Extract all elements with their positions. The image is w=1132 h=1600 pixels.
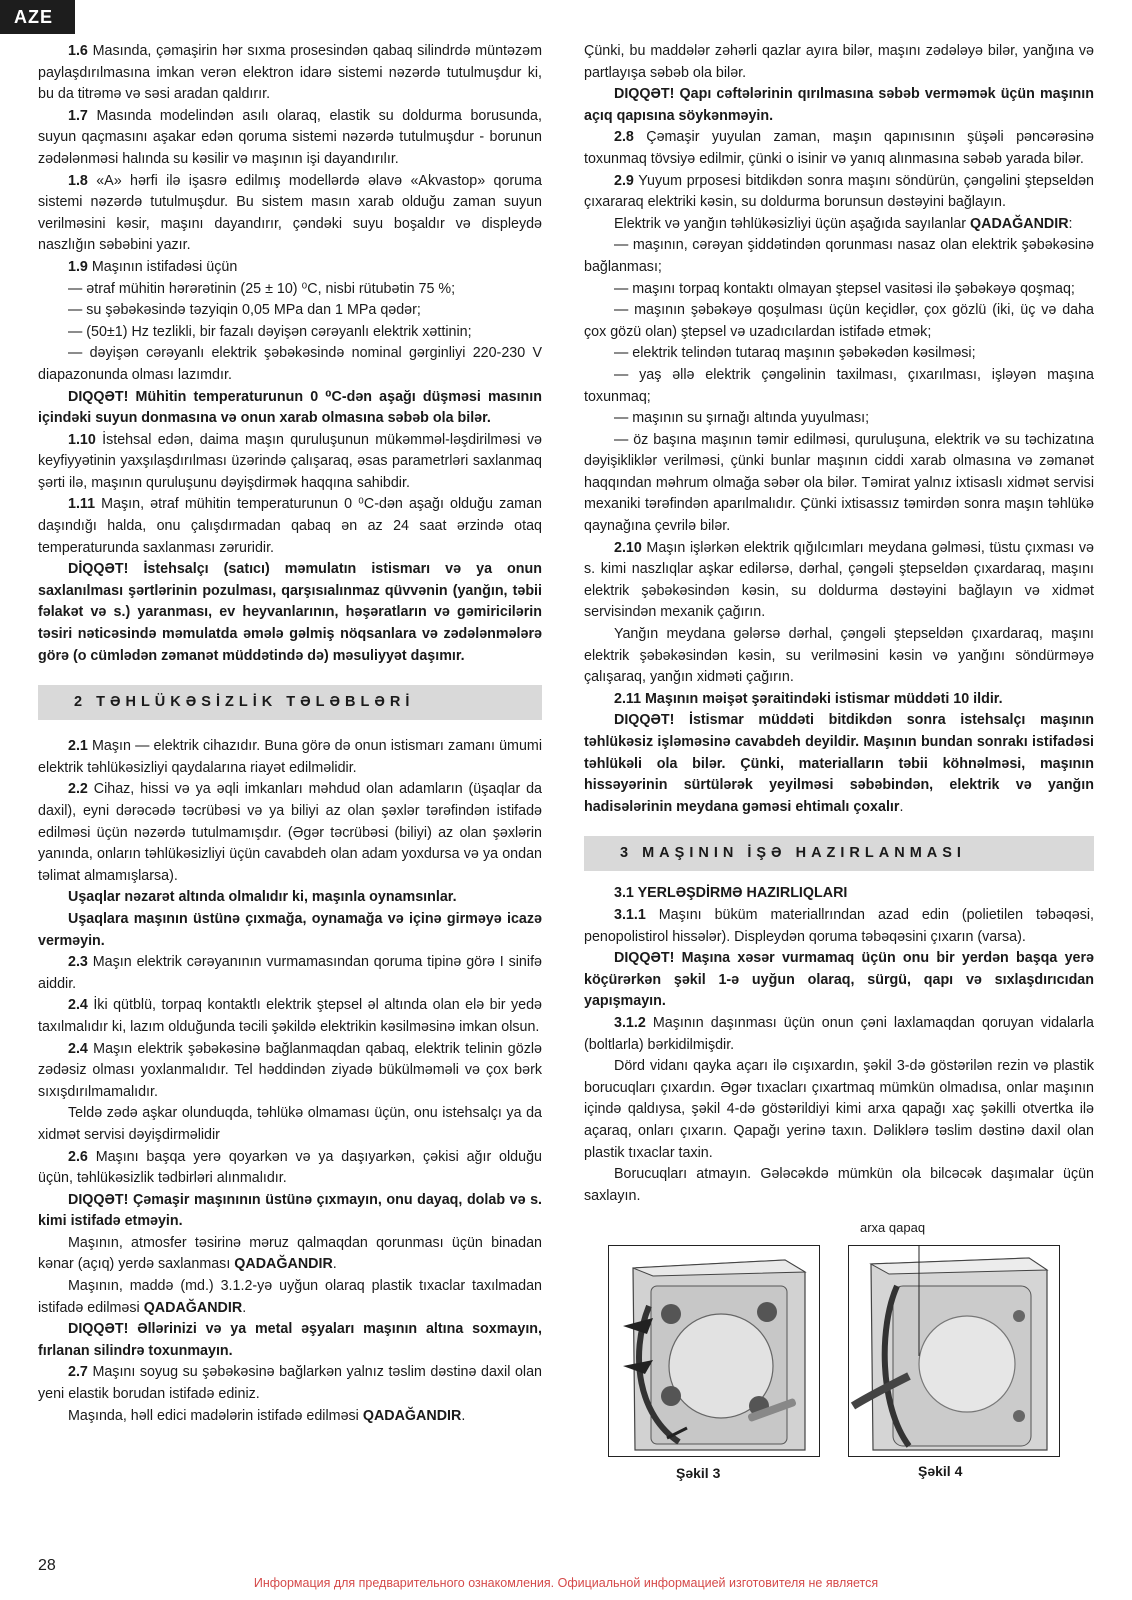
list-item: — elektrik telindən tutaraq maşının şəbəkədən kəsilməsi; [614,345,976,362]
paragraph: 3.1.1 Maşını büküm materiallrından azad edin (polietilen təbəqəsi, penopolistirol hissələr). Displeydən qoruma təbəqəsini çıxarın (varsa). [584,906,1094,945]
list-item: — maşının su şırnağı altında yuyulması; [614,410,870,427]
page-number: 28 [38,1557,56,1574]
language-tab: AZE [0,0,75,34]
warning-text: DIQQƏT! Çəmaşir maşınının üstünə çıxmayın, onu dayaq, dolab və s. kimi istifadə etməyin. [38,1191,542,1230]
list-item: — su şəbəkəsində təzyiqin 0,05 MPa dan 1 MPa qədər; [68,302,421,319]
figure-4-caption: Şəkil 4 [918,1463,963,1480]
paragraph: 3.1.2 Maşının daşınması üçün onun çəni laxlamaqdan qoruyan vidalarla (boltlarla) bərkidilmişdir. [584,1014,1094,1053]
paragraph: 2.2 Cihaz, hissi və ya əqli imkanları məhdud olan adamların (üşaqlar da daxil), eyni dərəcədə təcrübəsi və ya biliyi az olan şəxlər tərəfindən istifadə edilməsi üçün nəzərdə tutulmamışdır. (Əgər təcrübəsi (biliyi) az olan şəxlərin yanında, onların təhlükəsizliyi üçün cavabdeh olan adam yoxdursa və ya ondan təlimat almamışlarsa). [38,781,542,884]
warning-text: DIQQƏT! Maşına xəsər vurmamaq üçün onu bir yerdən başqa yerə köçürərkən şəkil 1-ə uyğun olaraq, sürgü, qapı və sıxlaşdırıcıdan yapışmayın. [584,950,1094,1010]
paragraph: Yanğın meydana gələrsə dərhal, çəngəli ştepseldən çıxardaraq, maşını elektrik şəbəkəsindən kəsin, su verilməsini kəsin və yanğını söndürməyə çalışaraq, yanğın xidməti çağırın. [584,626,1094,686]
paragraph: Maşının, maddə (md.) 3.1.2-yə uyğun olaraq plastik tıxaclar taxılmadan istifadə edilməsi QADAĞANDIR. [38,1278,542,1316]
warning-text: DIQQƏT! İstismar müddəti bitdikdən sonra istehsalçı maşının təhlükəsiz işləməsinə cavabdeh deyildir. Maşının bundan sonrakı istifadəsi təhlükəli ola bilər. Çünki, materialların təbii köhnəlməsi, maşının hissəyərinin sürtülərək yeyilməsi səbəbindən, elektrik və yanğın hadisələrinin meydana gəməsi ehtimalı çoxalır. [584,712,1094,815]
paragraph: 1.10 İstehsal edən, daima maşın quruluşunun mükəmməl-ləşdirilməsi və keyfiyyətinin yaxşılaşdırılması üzərində çalışaraq, əsas parametrləri saxlanmaq şərti ilə, maşının quruluşunu dəyişdirmək haqqına sahibdir. [38,431,542,491]
paragraph: Dörd vidanı qayka açarı ilə cışıxardın, şəkil 3-də göstərilən rezin və plastik borucuqları çıxardın. Əgər tıxacları çıxartmaq mümkün olmadısa, onlar maşının içində qaldıysa, şəkil 4-də göstərildiyi kimi arxa qapağı xaç şəkilli otvertka ilə açaraq, onları çıxarın. Qapağı yerinə taxın. Dəliklərə təslim dəstinə daxil olan plastik tıxaclar taxin. [584,1058,1094,1161]
washing-machine-back-illustration [609,1246,819,1456]
paragraph: 2.1 Maşın — elektrik cihazıdır. Buna görə də onun istismarı zamanı ümumi elektrik təhlükəsizliyi qaydalarına riayət edilməlidir. [38,738,542,776]
list-item: — yaş əllə elektrik çəngəlinin taxilması, çıxarılması, işləyən maşına toxunmaq; [584,366,1094,405]
warning-text: DIQQƏT! Mühitin temperaturunun 0 ⁰C-dən aşağı düşməsi masının içindəki suyun donmasına və onun xarab olmasına səbəb ola bilər. [38,388,542,427]
callout-label: arxa qapaq [860,1220,926,1236]
list-item: — dəyişən cərəyanlı elektrik şəbəkəsində nominal gərginliyi 220-230 V diapazonunda olması lazımdır. [38,345,542,383]
paragraph: 2.3 Maşın elektrik cərəyanının vurmamasından qoruma tipinə görə I sinifə aiddir. [38,954,542,992]
paragraph: 2.10 Maşın işlərkən elektrik qığılcımları meydana gəlməsi, tüstu çıxması və s. kimi naszlıqlar aşkar edilərsə, dərhal, çəngəli ştepseldən çıxardaraq, maşını elektrik şəbəkəsindən kəsin, su doldurma dəstəyini bağlayın və xidmət servisindən mexanik çağırın. [584,539,1094,621]
washing-machine-back-cover-illustration [849,1246,1059,1456]
paragraph: Çünki, bu maddələr zəhərli qazlar ayıra bilər, maşını zədələyə bilər, yanğına və partlayışa səbəb ola bilər. [584,43,1094,81]
footer-disclaimer: Информация для предварительного ознакомления. Официальной информацией изготовителя не является [253,1576,879,1590]
figures [584,1213,1094,1513]
warning-text: DIQQƏT! Əllərinizi və ya metal əşyaları maşının altına soxmayın, fırlanan silindrə toxunmayın. [38,1321,542,1359]
left-column [38,41,542,1427]
bold-note: Uşaqlar nəzarət altında olmalıdır ki, maşınla oynamsınlar. [68,889,457,906]
list-item: — maşını torpaq kontaktı olmayan ştepsel vasitəsi ilə şəbəkəyə qoşmaq; [614,280,1075,297]
section-header-3: 3 MAŞININ İŞƏ HAZIRLANMASI [584,836,1094,871]
paragraph: 1.6 Masında, çəmaşirin hər sıxma prosesindən qabaq silindrdə müntəzəm paylaşdırılmasına imkan verən elektron idarə sistemi nəzərdə tutulmuşdur ki, bu da titrəmə və səsi aradan qaldırır. [38,43,542,103]
list-item: — öz başına maşının təmir edilməsi, quruluşuna, elektrik və su təchizatına dəyişikliklər verilməsi, çünki bunlar maşının ciddi xarab olmasına və zəmanət haqqından məhrum olmağa səbər ola bilər. Təmirat yalnız ixtisaslı xidmət servisi mexaniki tərəfindən aparılmalıdır. Çünki ixtisassız təmirdən sonra maşın təhlükə qaynağına çevrilə bilər. [584,431,1094,535]
figure-4 [848,1245,1060,1457]
paragraph: 1.7 Masında modelindən asılı olaraq, elastik su doldurma borusunda, suyun qaçmasını aşakar edən qoruma sistemi nəzərdə tutulmuşdur - borunun zədələnməsi halında su kəsilir və maşının işi dayandırılır. [38,107,542,167]
figure-3 [608,1245,820,1457]
paragraph: 2.8 Çəmaşir yuyulan zaman, maşın qapınısının şüşəli pəncərəsinə toxunmaq tövsiyə edilmir, çünki o isinir və yanıq alınmasına səbəb yarada bilər. [584,129,1094,167]
paragraph: 1.11 Maşın, ətraf mühitin temperaturunun 0 ⁰C-dən aşağı olduğu zaman daşındığı halda, onu çalışdırmadan qabaq ən az 24 saat ərzində otaq temperaturunda saxlanması zəruridir. [38,496,542,556]
list-item: — maşının şəbəkəyə qoşulması üçün keçidlər, çox gözlü (iki, üç və daha çox gözü olan) ştepsel və uzadıcılardan istifadə etmək; [584,302,1094,340]
figure-3-caption: Şəkil 3 [676,1465,721,1482]
paragraph: 1.9 Maşının istifadəsi üçün [68,258,238,275]
paragraph: Maşında, həll edici madələrin istifadə edilməsi QADAĞANDIR. [68,1407,466,1424]
paragraph: 2.6 Maşını başqa yerə qoyarkən və ya daşıyarkən, çəkisi ağır olduğu üçün, təhlükəsizlik tədbirləri alınmalıdır. [38,1148,542,1187]
paragraph: Elektrik və yanğın təhlükəsizliyi üçün aşağıda sayılanlar QADAĞANDIR: [614,215,1073,232]
bold-note: 2.11 Maşının məişət şəraitindəki istismar müddəti 10 ildir. [614,690,1003,707]
right-column [584,41,1094,1513]
warning-text: DİQQƏT! İstehsalçı (satıcı) məmulatın istismarı və ya onun saxlanılması şərtlərinin pozulması, qarşısıalınmaz qüvvənin (yanğın, təbii fəlakət və s.) yaranması, ev heyvanlarının, həşəratların və gəmiricilərin təsiri nəticəsində məmulatda əmələ gəlmiş nöqsanlara və zədələnmələrə görə (o cümlədən zəmanət müddətində də) məsuliyyət daşımır. [38,561,542,664]
paragraph: Maşının, atmosfer təsirinə məruz qalmaqdan qorunması üçün binadan kənar (açıq) yerdə saxlanması QADAĞANDIR. [38,1234,542,1273]
paragraph: 1.8 «A» hərfi ilə işasrə edilmış modellərdə əlavə «Akvastop» qoruma sistemi nəzərdə tutulmuşdur. Bu sistem masın xarab olduğu zaman suyun verilməsini kəsir, maşını dayandırır, çəndəki suyu boşaldır və displeydə naszlığın səbəbini yazır. [38,172,542,254]
subsection-title: 3.1 YERLƏŞDİRMƏ HAZIRLIQLARI [614,885,848,902]
paragraph: 2.9 Yuyum prposesi bitdikdən sonra maşını söndürün, çəngəlini ştepseldən çıxararaq elektriki kəsin, su doldurma borunsun dəstəyini bağlayın. [584,172,1094,211]
warning-text: DIQQƏT! Qapı cəftələrinin qırılmasına səbəb verməmək üçün maşının açıq qapısına söykənməyin. [584,86,1094,124]
paragraph: 2.4 Maşın elektrik şəbəkəsinə bağlanmaqdan qabaq, elektrik telinin gözlə zədəsiz olması yoxlanmalıdır. Tel həddindən ziyadə bükülməməli və çox bərk sıxışdırılmamalıdır. [38,1040,542,1100]
paragraph: 2.4 İki qütblü, torpaq kontaktlı elektrik ştepsel əl altında olan elə bir yedə taxılmalıdır ki, lazım olduğunda təcili şəkildə elektrikin kəsilməsinə imkan olsun. [38,997,542,1035]
paragraph: Borucuqları atmayın. Gələcəkdə mümkün ola bilcəcək daşımalar üçün saxlayın. [584,1166,1094,1204]
paragraph: 2.7 Maşını soyug su şəbəkəsinə bağlarkən yalnız təslim dəstinə daxil olan yeni elastik borudan istifadə ediniz. [38,1364,542,1403]
list-item: — ətraf mühitin hərərətinin (25 ± 10) ⁰C, nisbi rütubətin 75 %; [68,280,456,297]
list-item: — maşının, cərəyan şiddətindən qorunması nasaz olan elektrik şəbəkəsinə bağlanması; [584,237,1094,275]
bold-note: Uşaqlara maşının üstünə çıxmağa, oynamağa və içinə girməyə icazə verməyin. [38,910,542,949]
section-header-2: 2 TƏHLÜKƏSİZLİK TƏLƏBLƏRİ [38,685,542,720]
list-item: — (50±1) Hz tezlikli, bir fazalı dəyişən cərəyanlı elektrik xəttinin; [68,323,472,340]
paragraph: Teldə zədə aşkar olunduqda, təhlükə olmaması üçün, onu istehsalçı ya da xidmət servisi dəyişdirməlidir [38,1105,542,1143]
